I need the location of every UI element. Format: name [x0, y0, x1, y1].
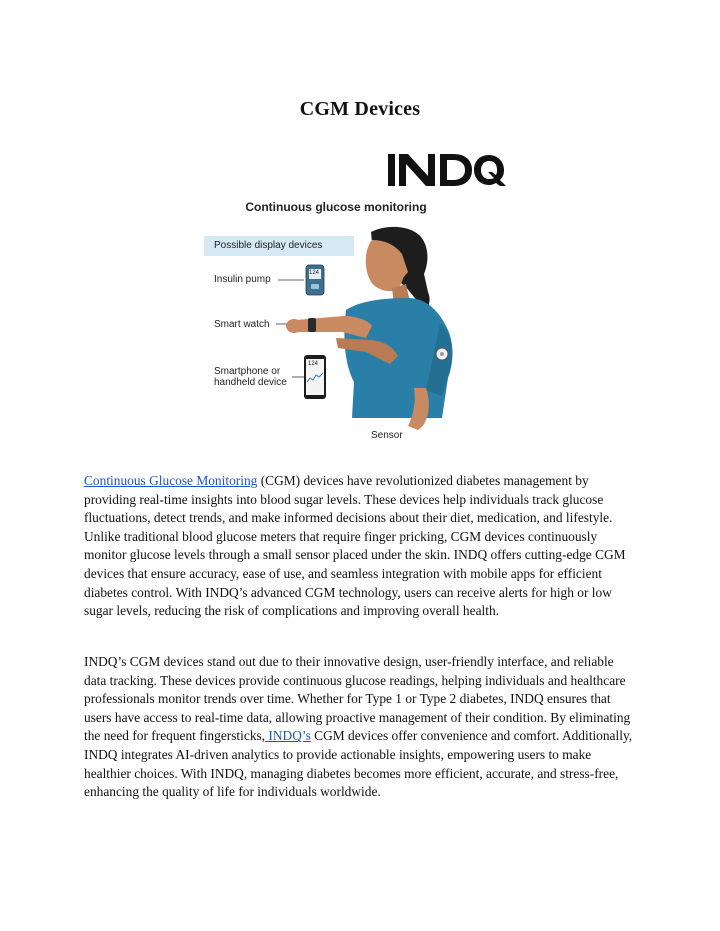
paragraph-1-text: (CGM) devices have revolutionized diabetes management by providing real-time insights into blood sugar levels. These devices help individuals track glucose fluctuations, detect trends, and make informed decisions about their diet, medication, and lifestyle. Unlike traditional blood glucose meters that require finger pricking, CGM devices continuously monitor glucose levels through a small sensor placed under the skin. INDQ offers cutting-edge CGM devices that ensure accuracy, ease of use, and seamless integration with mobile apps for efficient diabetes control. With INDQ’s advanced CGM technology, users can receive alerts for high or low sugar levels, reducing the risk of complications and improving overall health. [84, 473, 626, 619]
indq-link[interactable]: INDQ’s [265, 728, 311, 744]
smart-watch-label: Smart watch [214, 319, 270, 330]
possible-display-devices-label: Possible display devices [214, 240, 323, 251]
illustration-heading: Continuous glucose monitoring [245, 200, 427, 214]
indq-logo [388, 154, 506, 186]
insulin-pump-label: Insulin pump [214, 274, 271, 285]
paragraph-2-text-b: CGM devices offer convenience and comfort. Additionally, INDQ integrates AI-driven analytics to provide actionable insights, empowering users to make healthier choices. With INDQ, managing diabetes becomes more efficient, accurate, and stress-free, enhancing the quality of life for individuals worldwide. [84, 728, 633, 800]
cgm-link[interactable]: Continuous Glucose Monitoring [84, 473, 258, 488]
page-title: CGM Devices [299, 98, 421, 120]
pump-reading: 124 [309, 270, 320, 276]
paragraph-2-text-a: INDQ’s CGM devices stand out due to their innovative design, user-friendly interface, and reliable data tracking. These devices provide continuous glucose readings, helping individuals and healthcare professionals monitor trends over time. Whether for Type 1 or Type 2 diabetes, INDQ ensures that users have access to real-time data, allowing proactive management of their condition. By eliminating the need for frequent fingersticks, [84, 654, 631, 744]
phone-reading: 124 [308, 361, 319, 367]
paragraph-1 [84, 472, 639, 621]
cgm-illustration [196, 192, 476, 447]
smartphone-label-line1: Smartphone or [214, 366, 281, 377]
smartphone-label-line2: handheld device [214, 377, 287, 388]
sensor-label: Sensor [371, 430, 403, 441]
paragraph-2 [84, 653, 639, 802]
